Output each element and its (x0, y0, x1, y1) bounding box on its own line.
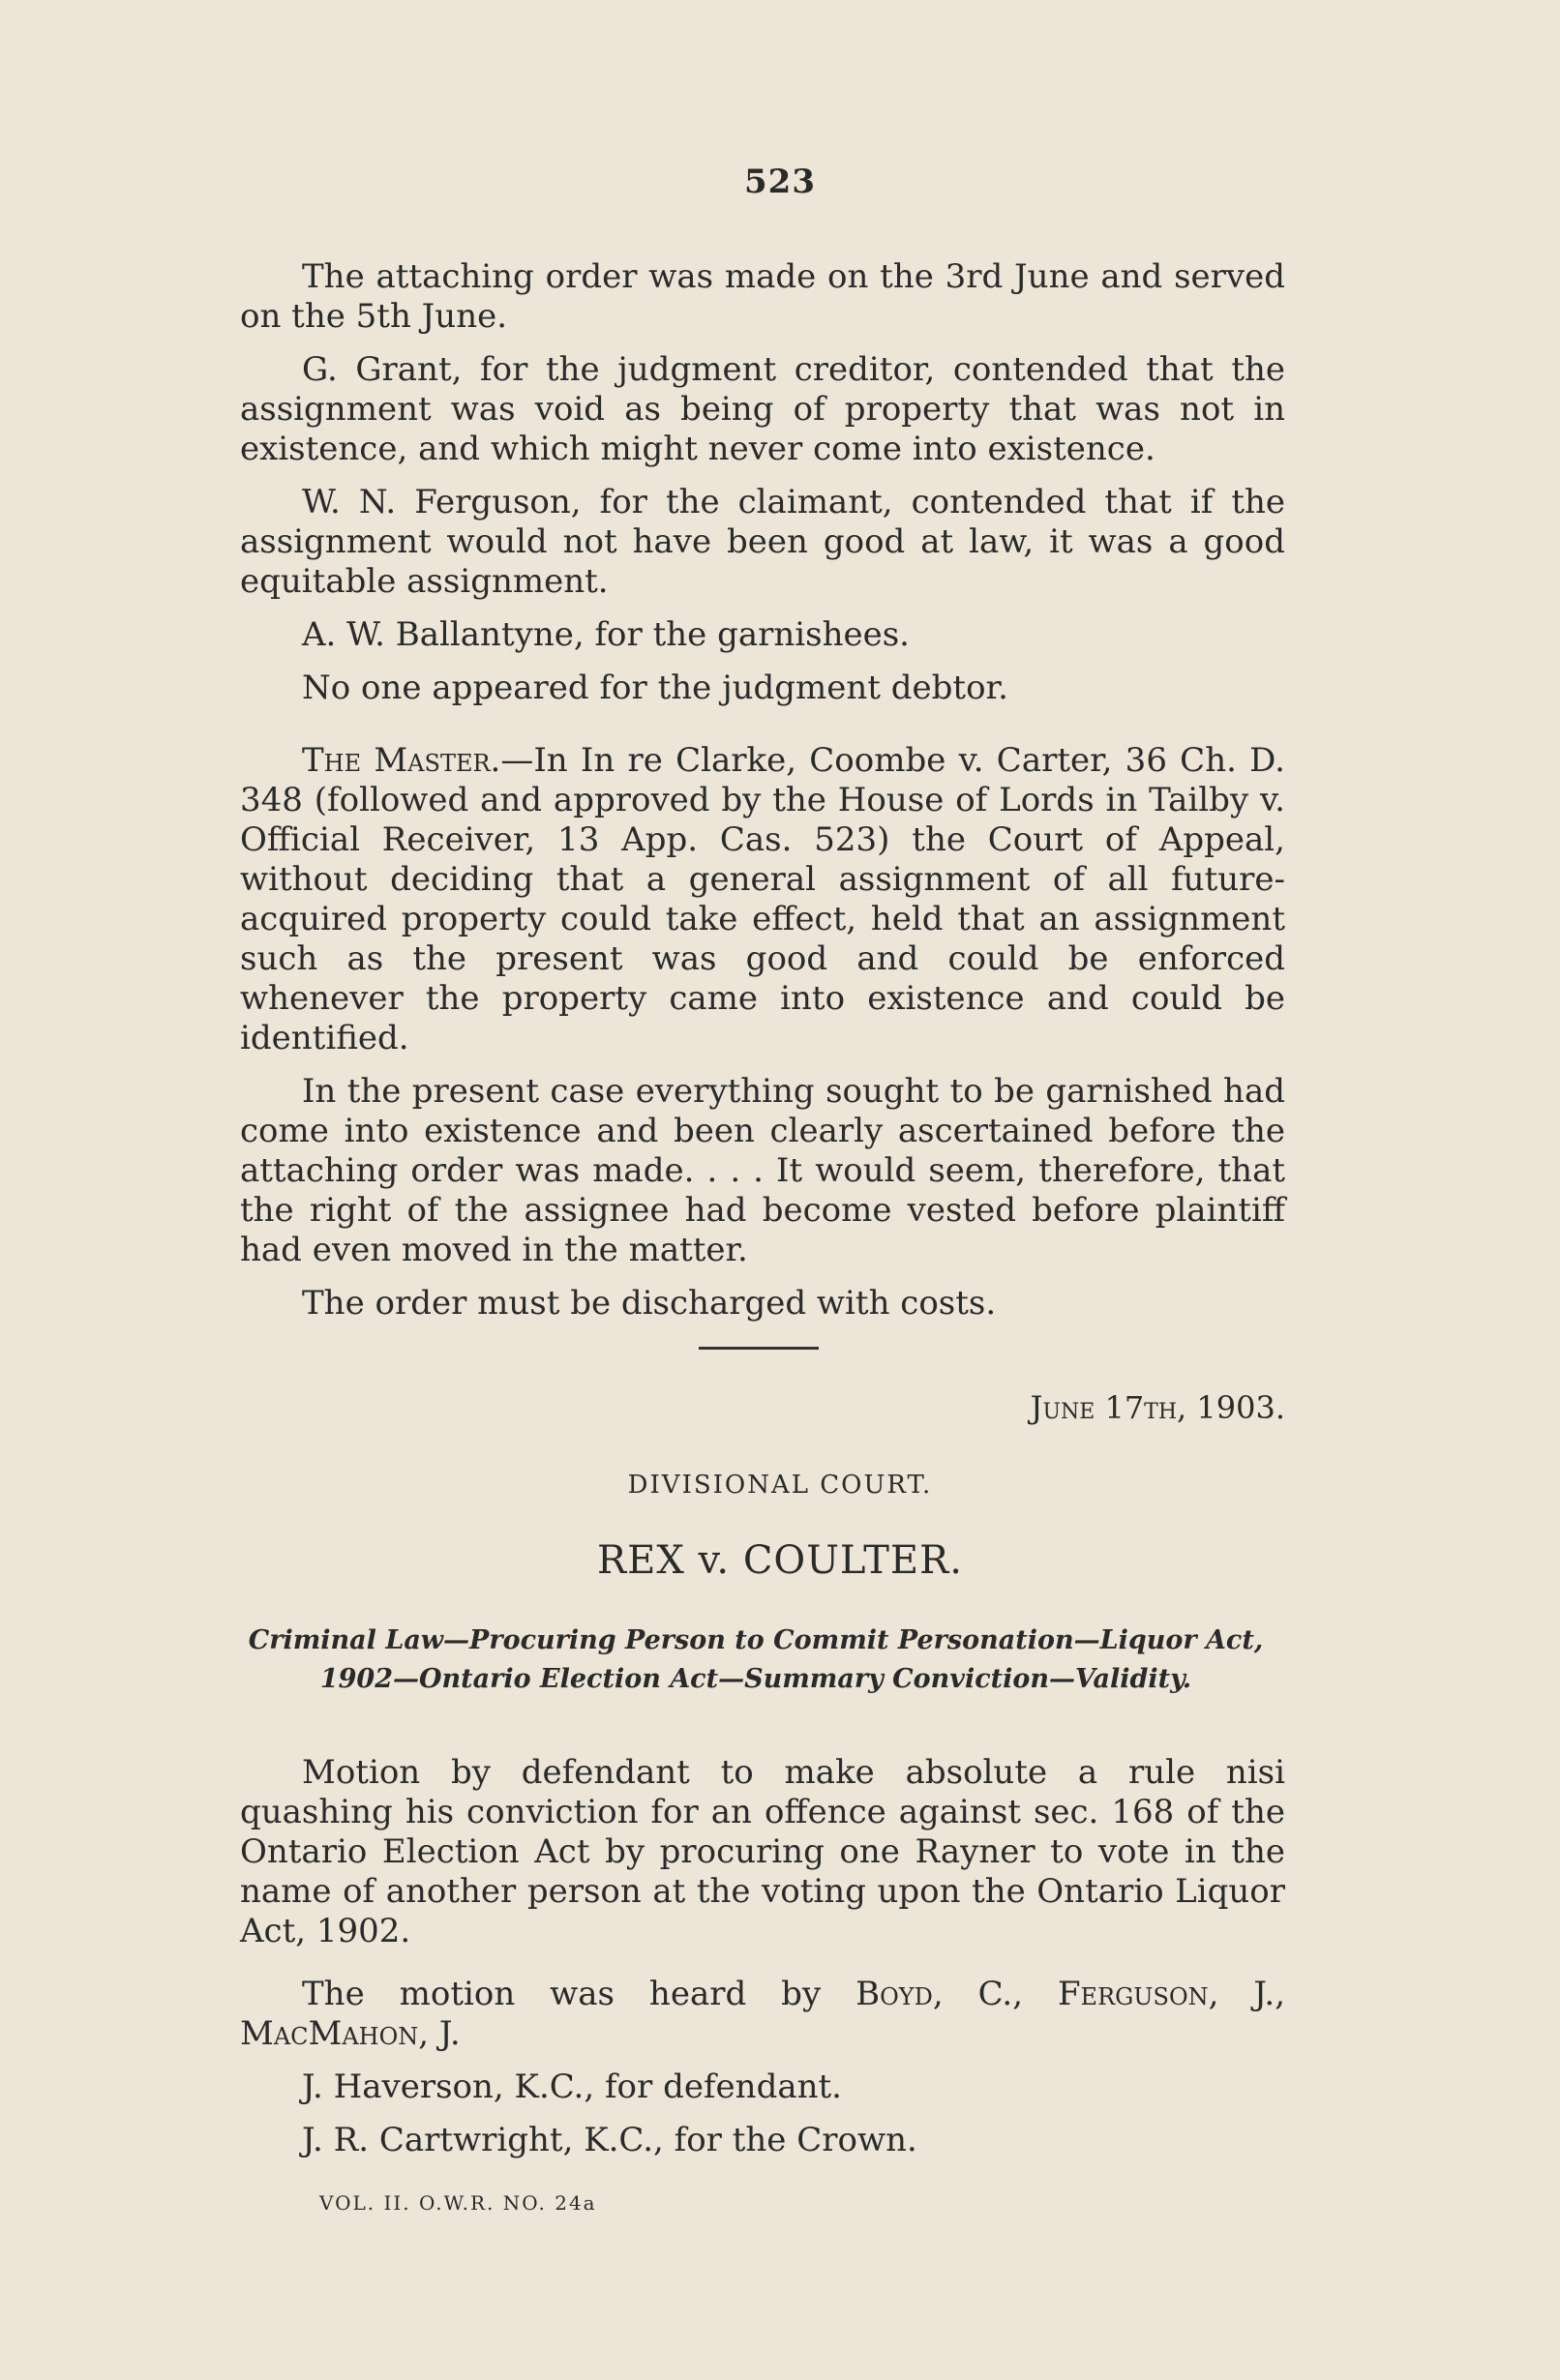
judge-suffix: , C., (932, 1975, 1058, 2013)
decision-date: June 17th, 1903. (1030, 1389, 1285, 1426)
master-judgment (240, 741, 1285, 1058)
section-divider (699, 1347, 819, 1350)
court-name: DIVISIONAL COURT. (627, 1471, 933, 1500)
judge-name: Boyd (855, 1975, 933, 2013)
case-title: REX v. COULTER. (597, 1538, 963, 1583)
counsel-line: J. R. Cartwright, K.C., for the Crown. (302, 2121, 917, 2159)
judge-name: Ferguson (1057, 1975, 1209, 2013)
paragraph: W. N. Ferguson, for the claimant, contended that if the assignment would not have been good at law, it was a good equitable assignment. (240, 483, 1285, 601)
paragraph: The order must be discharged with costs. (302, 1284, 997, 1323)
paragraph: In the present case everything sought to be garnished had come into existence and been clearly ascertained before the attaching order was made. . . . It would seem, therefore, that the right of the assignee had become vested before plaintiff had even moved in the matter. (240, 1072, 1285, 1269)
judge-name: MacMahon (240, 2014, 419, 2053)
hearing-paragraph (240, 1975, 1285, 2054)
master-text: —In In re Clarke, Coombe v. Carter, 36 Ch. D. 348 (followed and approved by the House of Lords in Tailby v. Official Receiver, 13 App. Cas. 523) the Court of Appeal, without deciding that a general assignment of all future-acquired property could take effect, held that an assignment such as the present was good and could be enforced whenever the property came into existence and could be identified. (240, 741, 1285, 1057)
judge-suffix: , J. (418, 2014, 461, 2053)
volume-footer: VOL. II. O.W.R. NO. 24a (319, 2191, 597, 2215)
judge-suffix: , J., (1208, 1975, 1286, 2013)
heard-prefix: The motion was heard by (302, 1975, 856, 2013)
headnote: Criminal Law—Procuring Person to Commit Personation—Liquor Act, 1902—Ontario Election Act—Summary Conviction—Validity. (248, 1625, 1264, 1694)
master-label: The Master. (302, 741, 501, 780)
page-number: 523 (744, 163, 816, 201)
paragraph: The attaching order was made on the 3rd June and served on the 5th June. (240, 257, 1285, 336)
section-attachment-order (240, 257, 1285, 1337)
paragraph: A. W. Ballantyne, for the garnishees. (302, 615, 910, 654)
section-rex-v-coulter (240, 1753, 1285, 2174)
counsel-line: J. Haverson, K.C., for defendant. (302, 2068, 842, 2106)
paragraph: G. Grant, for the judgment creditor, contended that the assignment was void as being of property that was not in existence, and which might never come into existence. (240, 350, 1285, 468)
motion-paragraph: Motion by defendant to make absolute a rule nisi quashing his conviction for an offence against sec. 168 of the Ontario Election Act by procuring one Rayner to vote in the name of another person at the voting upon the Ontario Liquor Act, 1902. (240, 1753, 1285, 1950)
paragraph: No one appeared for the judgment debtor. (302, 669, 1008, 707)
